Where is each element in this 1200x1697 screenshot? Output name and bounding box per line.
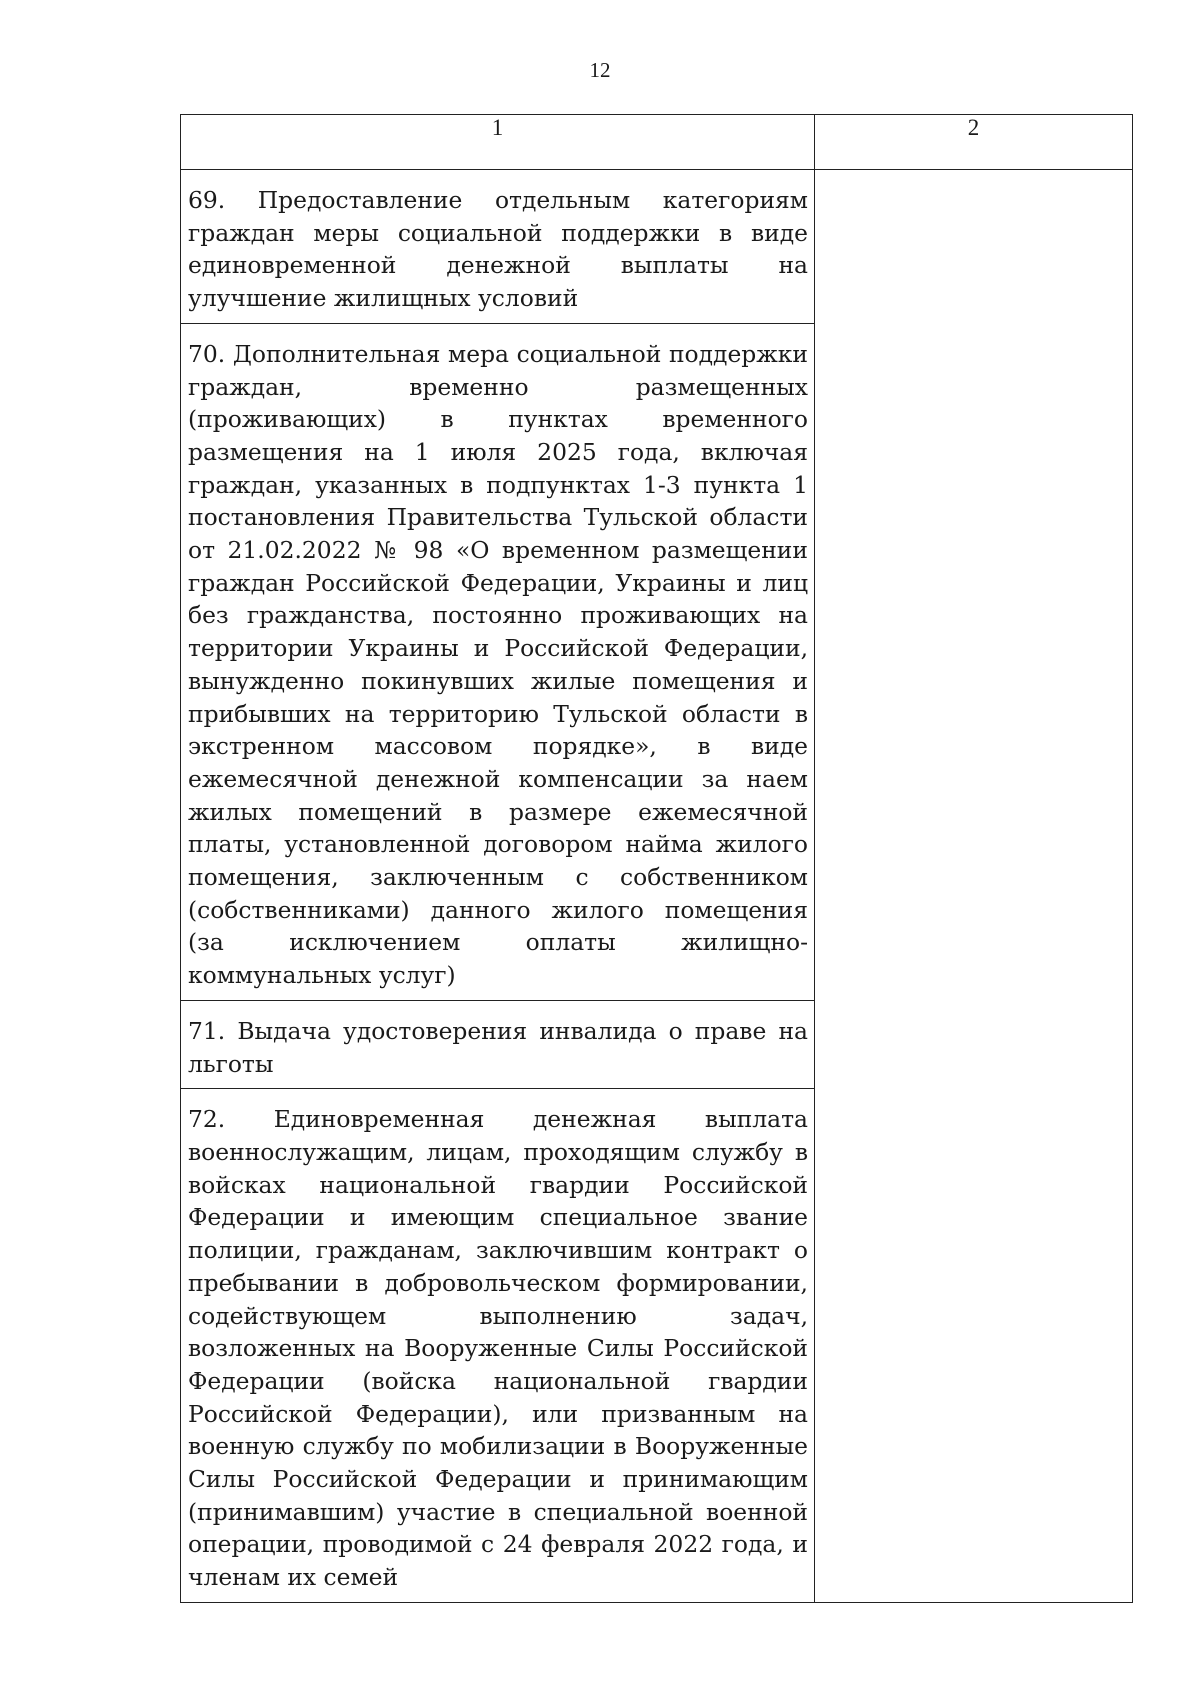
table-row (181, 170, 1133, 324)
services-table (180, 114, 1133, 1603)
column-2-cell (815, 170, 1133, 1603)
column-header-1: 1 (181, 115, 815, 170)
service-item-71: 71. Выдача удостоверения инвалида о праве на льготы (181, 1000, 815, 1088)
page-number: 12 (589, 58, 611, 82)
service-item-72: 72. Единовременная денежная выплата военнослужащим, лицам, проходящим службу в войсках национальной гвардии Российской Федерации и имеющим специальное звание полиции, гражданам, заключившим контракт о пребывании в добровольческом формировании, содействующем выполнению задач, возложенных на Вооруженные Силы Российской Федерации (войска национальной гвардии Российской Федерации), или призванным на военную службу по мобилизации в Вооруженные Силы Российской Федерации и принимающим (принимавшим) участие в специальной военной операции, проводимой с 24 февраля 2022 года, и членам их семей (181, 1089, 815, 1603)
service-item-69: 69. Предоставление отдельным категориям граждан меры социальной поддержки в виде единовременной денежной выплаты на улучшение жилищных условий (181, 170, 815, 324)
service-item-70: 70. Дополнительная мера социальной поддержки граждан, временно размещенных (проживающих) в пунктах временного размещения на 1 июля 2025 года, включая граждан, указанных в подпунктах 1-3 пункта 1 постановления Правительства Тульской области от 21.02.2022 № 98 «О временном размещении граждан Российской Федерации, Украины и лиц без гражданства, постоянно проживающих на территории Украины и Российской Федерации, вынужденно покинувших жилые помещения и прибывших на территорию Тульской области в экстренном массовом порядке», в виде ежемесячной денежной компенсации за наем жилых помещений в размере ежемесячной платы, установленной договором найма жилого помещения, заключенным с собственником (собственниками) данного жилого помещения (за исключением оплаты жилищно-коммунальных услуг) (181, 323, 815, 1000)
column-header-2: 2 (815, 115, 1133, 170)
table-header-row (181, 115, 1133, 170)
